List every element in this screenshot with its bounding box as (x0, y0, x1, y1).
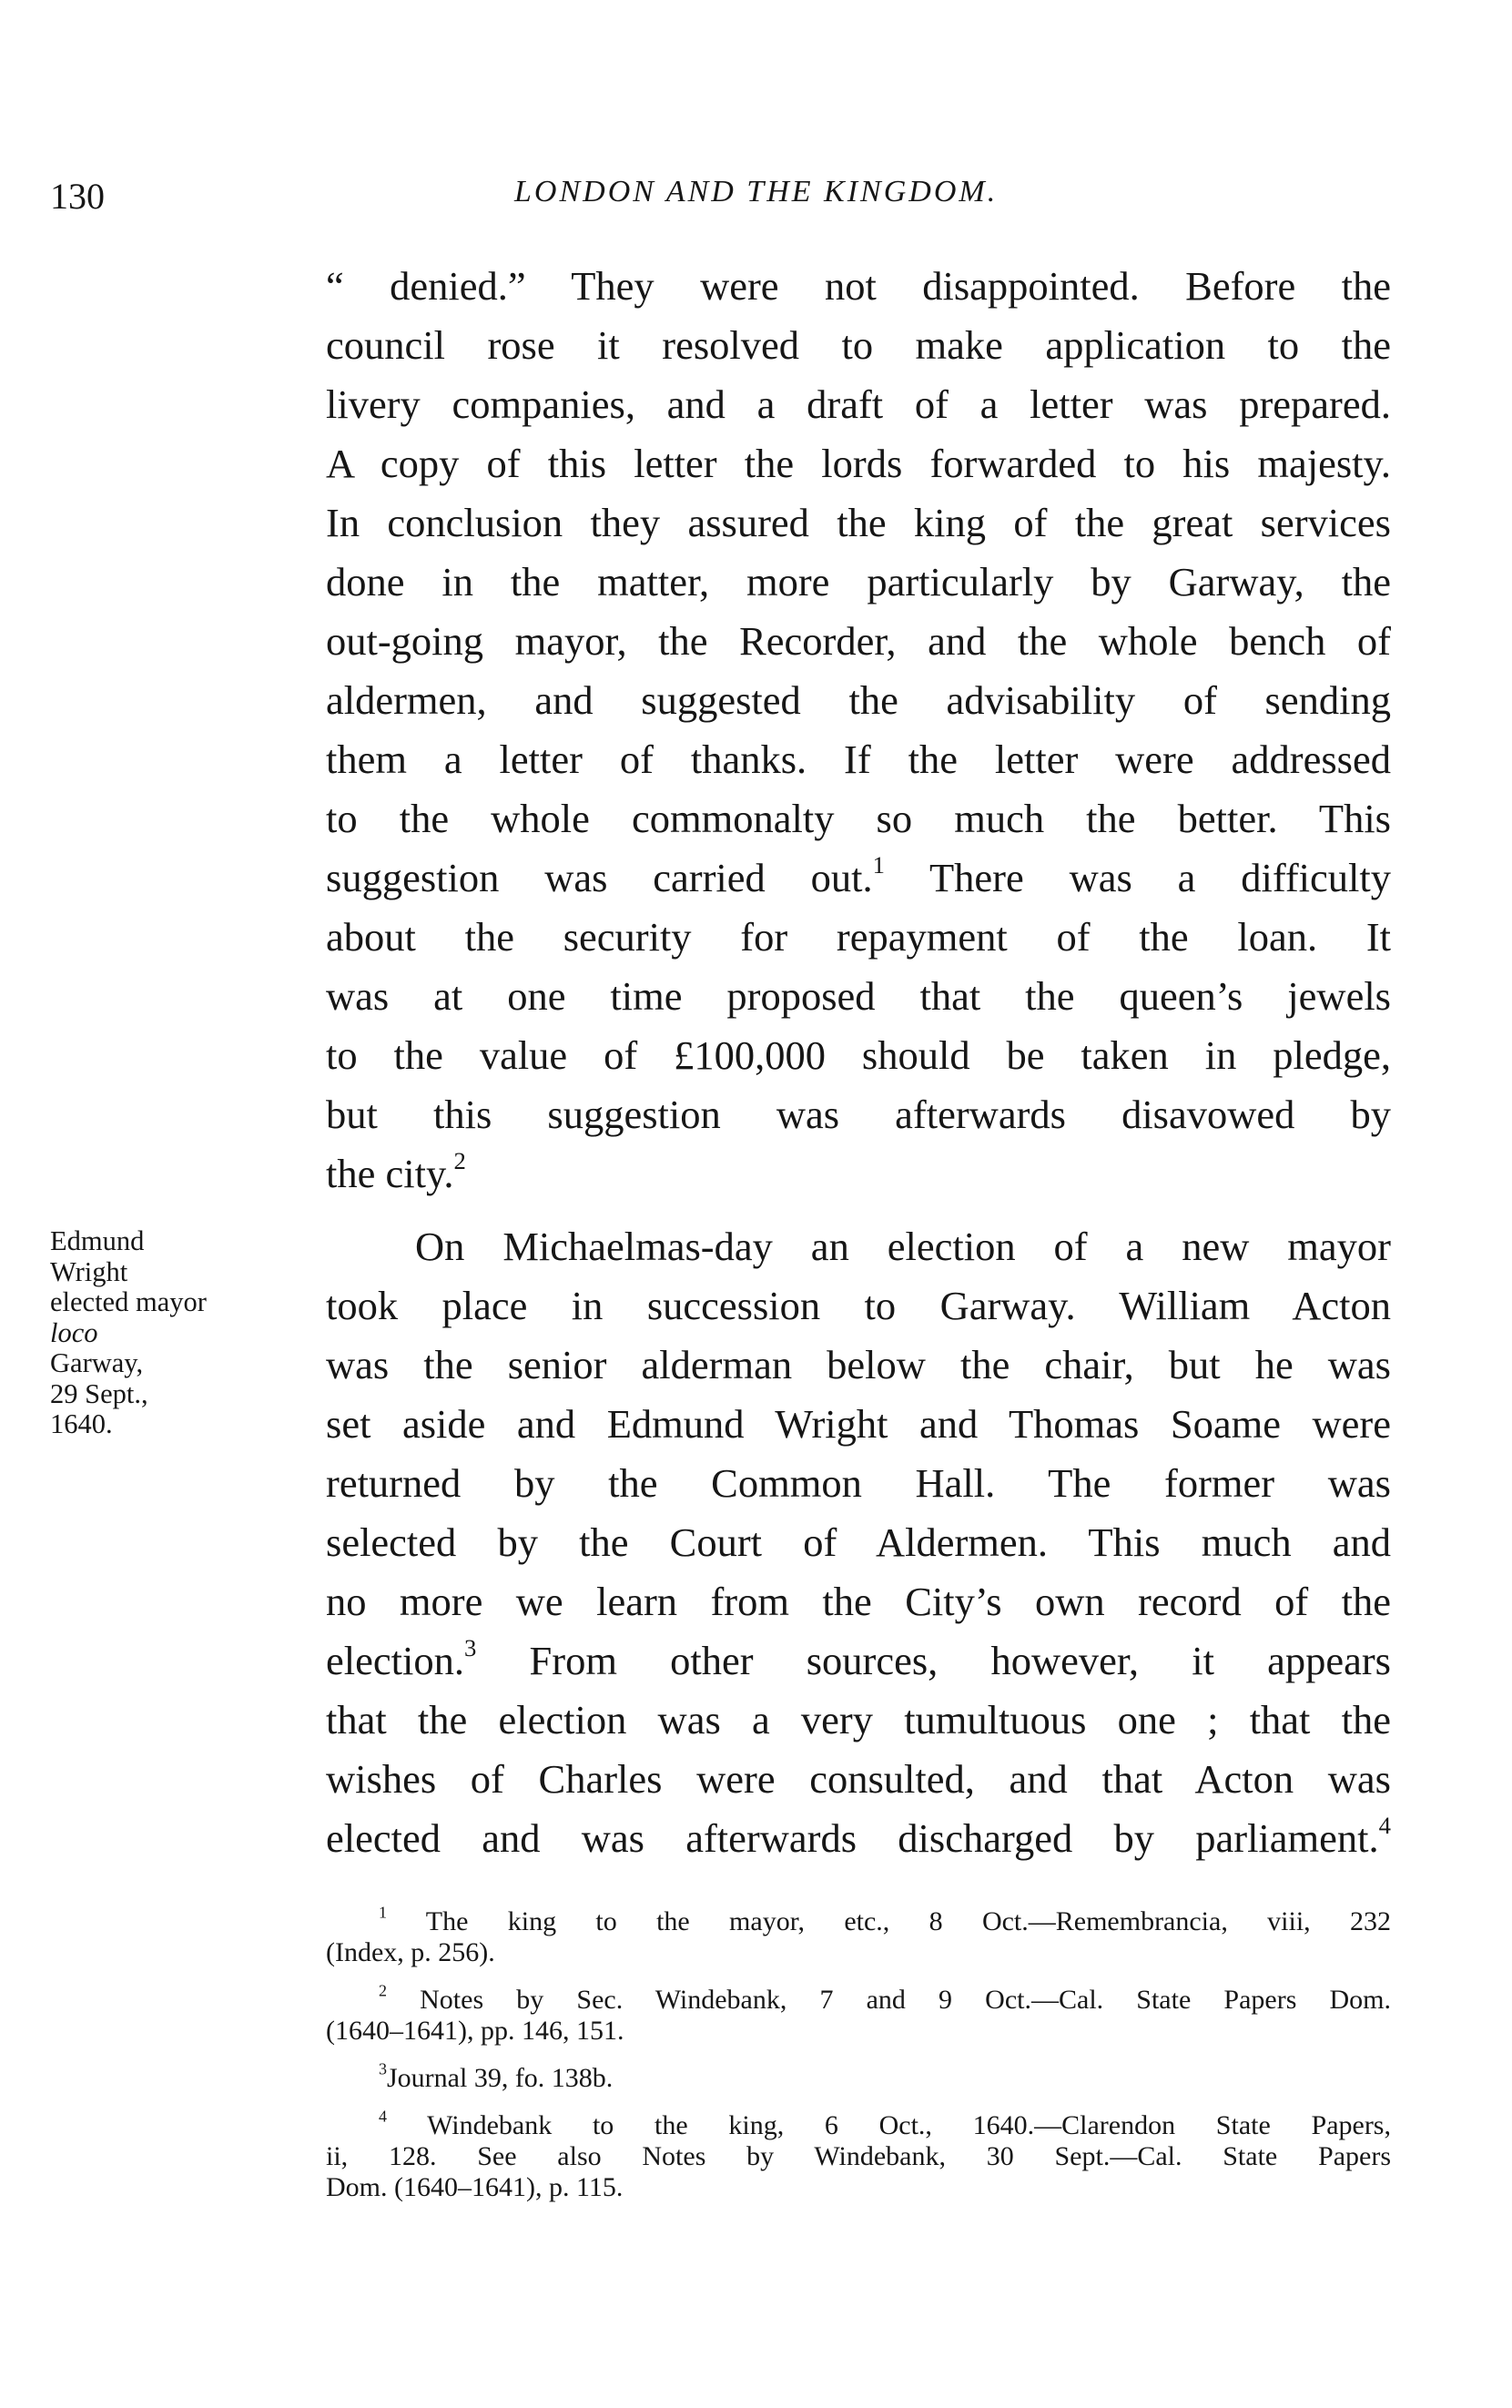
footnote-number: 2 (379, 1981, 387, 2000)
footnote-ref: 1 (872, 850, 885, 879)
footnote-text: Notes by Sec. Windebank, 7 and 9 Oct.—Cal. State Papers Dom. (420, 1985, 1392, 2015)
footnote-2-cont: (1640–1641), pp. 146, 151. (326, 2016, 624, 2046)
text-line (326, 1809, 1391, 1868)
text-line: them a letter of thanks. If the letter were addressed (326, 737, 1391, 782)
text-line: done in the matter, more particularly by Garway, the (326, 559, 1391, 605)
text-line: was the senior alderman below the chair, but he was (326, 1342, 1391, 1387)
margin-note-line: Edmund (50, 1225, 145, 1256)
text-line: was at one time proposed that the queen’s jewels (326, 973, 1391, 1019)
text-line: took place in succession to Garway. William Acton (326, 1283, 1391, 1328)
text-segment: the city. (326, 1151, 454, 1196)
text-line: aldermen, and suggested the advisability of sending (326, 677, 1391, 723)
text-line (326, 1631, 1391, 1691)
text-line: but this suggestion was afterwards disavowed by (326, 1092, 1391, 1137)
text-line: that the election was a very tumultuous one ; that the (326, 1697, 1391, 1742)
text-line: A copy of this letter the lords forwarded to his majesty. (326, 441, 1391, 486)
footnote-ref: 4 (1378, 1811, 1391, 1839)
text-line: returned by the Common Hall. The former was (326, 1460, 1391, 1506)
margin-note-line: 29 Sept., (50, 1377, 148, 1409)
text-line: selected by the Court of Aldermen. This much and (326, 1519, 1391, 1565)
text-segment: From other sources, however, it appears (529, 1638, 1392, 1683)
paragraph-2 (326, 1217, 1391, 1868)
margin-note-line (50, 1318, 287, 1379)
footnote-4 (326, 2107, 1391, 2141)
text-segment: suggestion was carried out. (326, 855, 873, 900)
text-line: set aside and Edmund Wright and Thomas Soame were (326, 1401, 1391, 1447)
text-line (326, 1144, 1391, 1204)
text-line (326, 848, 1391, 908)
text-line: On Michaelmas-day an election of a new mayor (415, 1224, 1391, 1269)
margin-note (50, 1226, 287, 1440)
footnotes (326, 1903, 1392, 2203)
footnote-text: Windebank to the king, 6 Oct., 1640.—Clarendon State Papers, (427, 2110, 1391, 2140)
footnote-1 (326, 1903, 1391, 1937)
text-line: to the whole commonalty so much the better. This (326, 796, 1391, 841)
text-segment: elected and was afterwards discharged by parliament. (326, 1815, 1379, 1861)
footnote-1-cont: (Index, p. 256). (326, 1937, 495, 1967)
margin-note-italic: loco (50, 1316, 98, 1348)
footnote-ref: 2 (453, 1146, 466, 1174)
margin-note-line: elected mayor (50, 1286, 207, 1317)
text-line: no more we learn from the City’s own record of the (326, 1579, 1391, 1624)
footnote-4-cont: Dom. (1640–1641), p. 115. (326, 2172, 624, 2202)
footnote-text: Journal 39, fo. 138b. (387, 2063, 614, 2093)
paragraph-1 (326, 257, 1391, 1204)
text-line: council rose it resolved to make application to the (326, 322, 1391, 368)
footnote-number: 1 (379, 1903, 387, 1922)
text-segment: There was a difficulty (929, 855, 1392, 900)
footnote-number: 3 (379, 2059, 387, 2078)
text-line: to the value of £100,000 should be taken in pledge, (326, 1032, 1391, 1078)
footnote-4-cont: ii, 128. See also Notes by Windebank, 30 Sept.—Cal. State Papers (326, 2141, 1391, 2171)
footnote-number: 4 (379, 2107, 387, 2126)
margin-note-line: Wright (50, 1255, 128, 1287)
text-line: wishes of Charles were consulted, and that Acton was (326, 1756, 1391, 1802)
text-line: In conclusion they assured the king of the great services (326, 500, 1391, 545)
running-head: LONDON AND THE KINGDOM. (514, 175, 999, 208)
text-line: “ denied.” They were not disappointed. Before the (326, 263, 1391, 309)
footnote-3 (326, 2059, 1391, 2094)
text-segment: election. (326, 1638, 464, 1683)
footnote-2 (326, 1981, 1392, 2016)
text-line: out-going mayor, the Recorder, and the whole bench of (326, 618, 1391, 664)
footnote-ref: 3 (463, 1633, 477, 1661)
footnote-text: The king to the mayor, etc., 8 Oct.—Remembrancia, viii, 232 (425, 1906, 1391, 1936)
margin-note-line: 1640. (50, 1408, 113, 1439)
margin-note-text: Garway, (50, 1347, 144, 1378)
text-line: livery companies, and a draft of a letter was prepared. (326, 381, 1391, 427)
text-line: about the security for repayment of the loan. It (326, 914, 1391, 960)
page-number: 130 (50, 176, 105, 217)
